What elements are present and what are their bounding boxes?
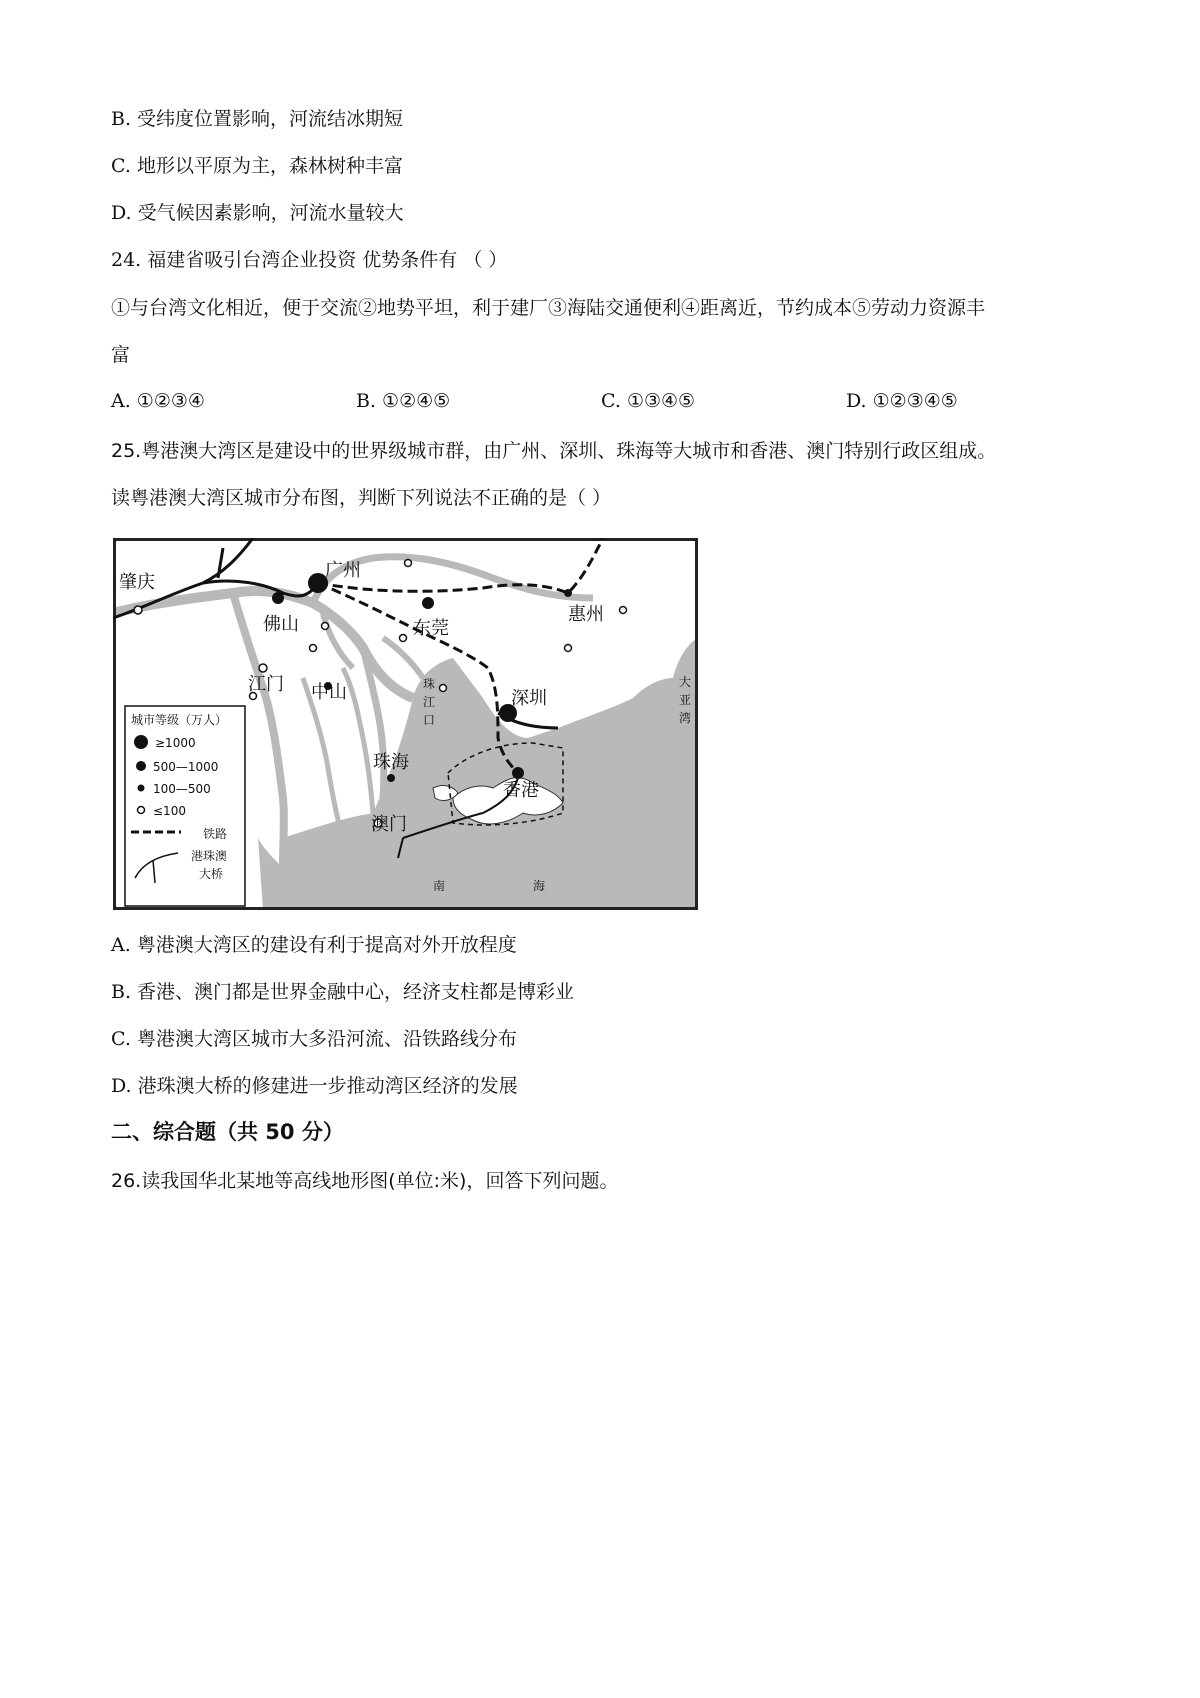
small-town-4 [440, 685, 447, 692]
city-label-zhuhai: 珠海 [373, 752, 409, 773]
q24-stem: 24. 福建省吸引台湾企业投资 优势条件有 （ ） [111, 249, 508, 271]
q24-option-c: C. ①③④⑤ [601, 390, 696, 412]
small-town-6 [620, 607, 627, 614]
city-label-huizhou: 惠州 [568, 604, 604, 625]
q23-option-b: B. 受纬度位置影响，河流结冰期短 [111, 108, 404, 130]
greater-bay-area-map [113, 538, 698, 910]
small-town-8 [310, 645, 317, 652]
legend-tier2-marker [136, 761, 146, 771]
q24-option-d: D. ①②③④⑤ [846, 390, 958, 412]
q23-option-d: D. 受气候因素影响，河流水量较大 [111, 202, 404, 224]
small-town-1 [322, 623, 329, 630]
legend-bridge-2: 大桥 [199, 867, 224, 881]
city-label-xianggang: 香港 [503, 780, 539, 801]
q24-statements-line1: ①与台湾文化相近，便于交流②地势平坦，利于建厂③海陆交通便利④距离近，节约成本⑤劳动力资源丰 [111, 297, 986, 319]
water-label-zhujiangkou-2: 江 [423, 695, 436, 709]
city-label-zhongshan: 中山 [311, 682, 347, 703]
city-label-aomen: 澳门 [371, 814, 407, 835]
small-town-3 [400, 635, 407, 642]
water-label-hai: 海 [533, 879, 546, 893]
q25-option-a: A. 粤港澳大湾区的建设有利于提高对外开放程度 [111, 934, 517, 956]
legend-bridge-1: 港珠澳 [191, 849, 228, 863]
legend-title: 城市等级（万人） [131, 713, 228, 727]
legend-tier3: 100—500 [153, 782, 211, 796]
city-label-dongguan: 东莞 [413, 618, 449, 639]
city-label-foshan: 佛山 [263, 614, 299, 635]
water-label-daya-2: 亚 [679, 693, 692, 707]
small-town-2 [405, 560, 412, 567]
q25-option-b: B. 香港、澳门都是世界金融中心，经济支柱都是博彩业 [111, 981, 575, 1003]
legend-tier4: ≤100 [153, 804, 186, 818]
legend-tier1: ≥1000 [155, 736, 196, 750]
legend-tier1-marker [134, 735, 148, 749]
city-label-shenzhen: 深圳 [511, 688, 547, 709]
city-marker-xianggang [512, 767, 524, 779]
q25-stem-line2: 读粤港澳大湾区城市分布图，判断下列说法不正确的是（ ） [111, 487, 612, 509]
city-label-guangzhou: 广州 [325, 560, 361, 581]
q25-stem-line1: 25.粤港澳大湾区是建设中的世界级城市群，由广州、深圳、珠海等大城市和香港、澳门特别行政区组成。 [111, 440, 997, 462]
map-legend [125, 706, 245, 906]
water-label-daya-1: 大 [679, 675, 692, 689]
city-marker-zhaoqing [134, 606, 142, 614]
section-title: 二、综合题（共 50 分） [111, 1120, 344, 1144]
city-marker-zhuhai [387, 774, 395, 782]
legend-tier2: 500—1000 [153, 760, 219, 774]
q23-option-c: C. 地形以平原为主，森林树种丰富 [111, 155, 403, 177]
city-label-jiangmen: 江门 [248, 674, 284, 695]
city-marker-jiangmen [259, 664, 267, 672]
city-label-zhaoqing: 肇庆 [119, 572, 155, 593]
water-label-zhujiangkou-3: 口 [423, 713, 436, 727]
water-label-zhujiangkou-1: 珠 [423, 677, 436, 691]
legend-tier4-marker [138, 807, 145, 814]
water-label-nan: 南 [433, 879, 446, 893]
water-label-daya-3: 湾 [679, 711, 692, 725]
q25-option-c: C. 粤港澳大湾区城市大多沿河流、沿铁路线分布 [111, 1028, 517, 1050]
city-marker-foshan [272, 592, 284, 604]
city-marker-dongguan [422, 597, 434, 609]
q24-statements-line2: 富 [111, 344, 131, 366]
legend-railway: 铁路 [203, 827, 228, 841]
city-marker-huizhou [564, 589, 572, 597]
small-town-5 [565, 645, 572, 652]
q25-option-d: D. 港珠澳大桥的修建进一步推动湾区经济的发展 [111, 1075, 518, 1097]
q24-option-b: B. ①②④⑤ [356, 390, 451, 412]
q24-option-a: A. ①②③④ [111, 390, 205, 412]
q26-stem: 26.读我国华北某地等高线地形图(单位:米)，回答下列问题。 [111, 1170, 619, 1192]
legend-tier3-marker [138, 785, 145, 792]
